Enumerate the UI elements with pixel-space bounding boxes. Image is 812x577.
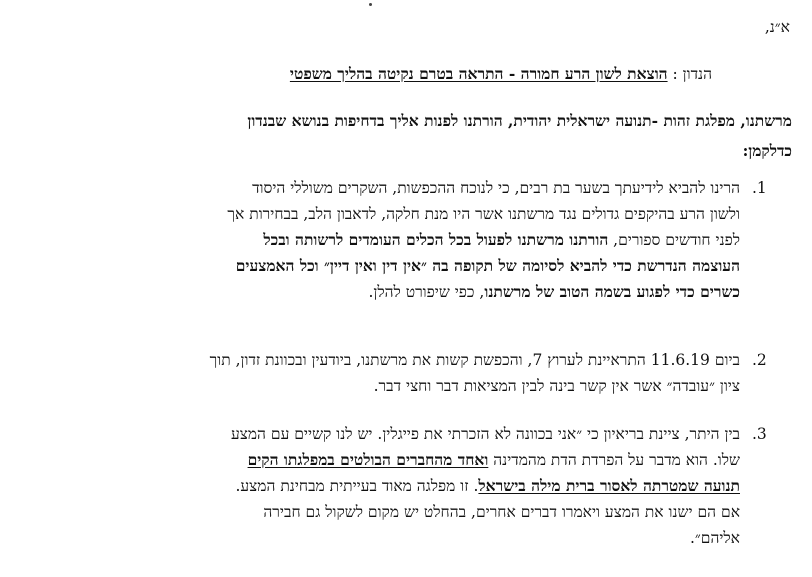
salutation: א״נ, (764, 18, 790, 36)
subject-text: הוצאת לשון הרע חמורה - התראה בטרם נקיטה בהליך משפטי (289, 64, 668, 83)
text-run: הרינו להביא לידיעתך בשער בת רבים, כי לנוכח ההכפשות, השקרים משוללי היסוד (252, 179, 740, 197)
text-run: תנועה שמטרתה לאסור ברית מילה בישראל (478, 476, 740, 495)
item-line (263, 230, 740, 250)
text-run: ציון ״עובדה״ אשר אין קשר בינה לבין המציאות דבר וחצי דבר. (373, 377, 740, 395)
item-line (252, 178, 740, 198)
text-run: לפני חודשים ספורים, (608, 231, 740, 249)
scan-speck (369, 3, 372, 6)
text-run: כשרים כדי לפגוע בשמה הטוב של מרשתנו (484, 282, 740, 301)
subject-prefix: הנדון : (672, 65, 712, 83)
item-line (231, 424, 740, 444)
text-run: , כפי שיפורט להלן. (368, 283, 485, 301)
text-run: הורתנו מרשתנו לפעול בכל הכלים העומדים לרשותה ובכל (263, 230, 609, 249)
item-line (374, 376, 740, 396)
item-line (263, 502, 740, 522)
item-number: .1 (752, 179, 767, 197)
subject-line (290, 64, 712, 84)
text-run: ולשון הרע בהיקפים גדולים נגד מרשתנו אשר היו מנת חלקה, לדאבון הלב, בבחירות אך (227, 205, 740, 223)
text-run: ואחד מהחברים הבולטים במפלגתו הקים (247, 450, 489, 469)
text-run: אליהם״. (689, 529, 740, 547)
item-line (210, 350, 740, 370)
item-line (235, 476, 740, 496)
item-number: .2 (752, 351, 767, 369)
item-line (227, 204, 740, 224)
item-number: .3 (752, 425, 767, 443)
text-run: ביום 11.6.19 התראיינת לערוץ 7, והכפשת קשות את מרשתנו, ביודעין ובכוונת זדון, תוך (209, 351, 740, 369)
item-line (248, 450, 740, 470)
text-run: . זו מפלגה מאוד בעייתית מבחינת המצע. (235, 477, 479, 495)
intro-line-2: כדלקמן: (742, 141, 792, 160)
item-line (236, 256, 740, 276)
text-run: העוצמה הנדרשת כדי להביא לסיומה של תקופה בה ״אין דין ואין דיין״ וכל האמצעים (235, 256, 740, 275)
text-run: בין היתר, ציינת בריאיון כי ״אני בכוונה לא הזכרתי את פייגלין. יש לנו קשיים עם המצע (230, 425, 740, 443)
intro-line-1: מרשתנו, מפלגת זהות -תנועה ישראלית יהודית, הורתנו לפנות אליך בדחיפות בנושא שבנדון (247, 111, 792, 130)
text-run: שלו. הוא מדבר על הפרדת הדת מהמדינה (488, 451, 740, 469)
text-run: אם הם ישנו את המצע ויאמרו דברים אחרים, בהחלט יש מקום לשקול גם חבירה (263, 503, 740, 521)
item-line (368, 282, 740, 302)
item-line (690, 528, 740, 548)
